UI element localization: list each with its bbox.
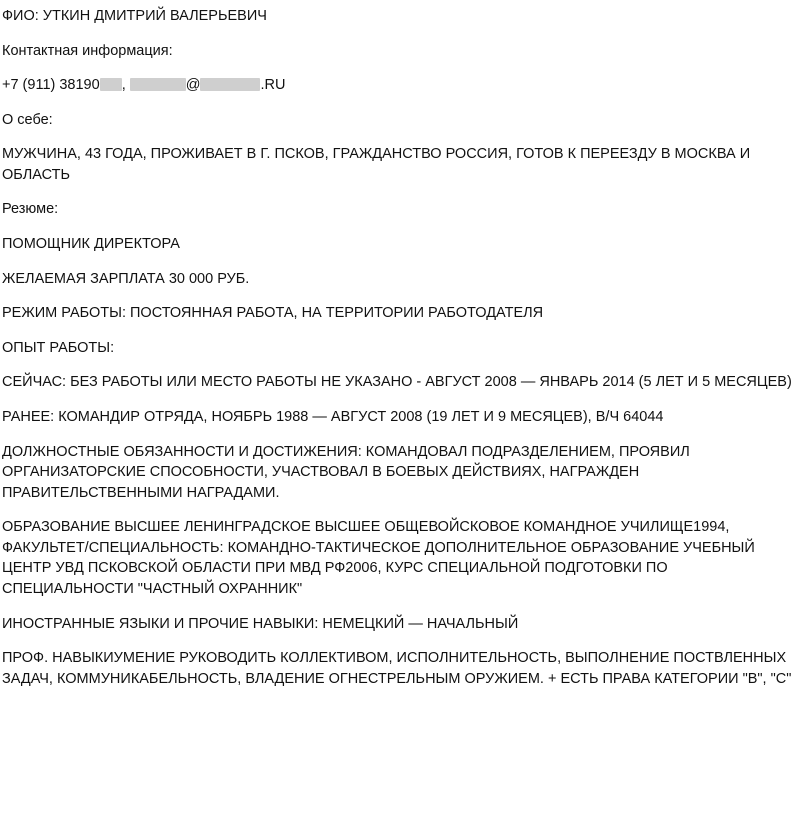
redacted-email-domain — [200, 78, 260, 91]
redacted-phone-suffix — [100, 78, 122, 91]
redacted-email-user — [130, 78, 186, 91]
experience-heading: ОПЫТ РАБОТЫ: — [2, 339, 115, 356]
languages-and-skills: ИНОСТРАННЫЕ ЯЗЫКИ И ПРОЧИЕ НАВЫКИ: НЕМЕЦКИЙ — НАЧАЛЬНЫЙ — [2, 615, 519, 632]
contact-heading: Контактная информация: — [2, 42, 173, 59]
education: ОБРАЗОВАНИЕ ВЫСШЕЕ ЛЕНИНГРАДСКОЕ ВЫСШЕЕ ОБЩЕВОЙСКОВОЕ КОМАНДНОЕ УЧИЛИЩЕ1994, ФАКУЛЬТЕТ/СПЕЦИАЛЬНОСТЬ: КОМАНДНО-ТАКТИЧЕСКОЕ ДОПОЛНИТЕЛЬНОЕ ОБРАЗОВАНИЕ УЧЕБНЫЙ ЦЕНТР УВД ПСКОВСКОЙ ОБЛАСТИ ПРИ МВД РФ2006, КУРС СПЕЦИАЛЬНОЙ ПОДГОТОВКИ ПО СПЕЦИАЛЬНОСТИ "ЧАСТНЫЙ ОХРАННИК" — [2, 519, 755, 597]
experience-previous: РАНЕЕ: КОМАНДИР ОТРЯДА, НОЯБРЬ 1988 — АВГУСТ 2008 (19 ЛЕТ И 9 МЕСЯЦЕВ), В/Ч 64044 — [2, 408, 664, 425]
contact-details — [2, 75, 797, 96]
about-heading: О себе: — [2, 111, 53, 128]
experience-current: СЕЙЧАС: БЕЗ РАБОТЫ ИЛИ МЕСТО РАБОТЫ НЕ УКАЗАНО - АВГУСТ 2008 — ЯНВАРЬ 2014 (5 ЛЕТ И 5 МЕСЯЦЕВ) — [2, 374, 792, 391]
work-mode: РЕЖИМ РАБОТЫ: ПОСТОЯННАЯ РАБОТА, НА ТЕРРИТОРИИ РАБОТОДАТЕЛЯ — [2, 305, 544, 322]
resume-heading: Резюме: — [2, 201, 59, 218]
position-title: ПОМОЩНИК ДИРЕКТОРА — [2, 236, 180, 253]
desired-salary: ЖЕЛАЕМАЯ ЗАРПЛАТА 30 000 РУБ. — [2, 270, 250, 287]
email-tld: .RU — [260, 77, 286, 94]
professional-skills: ПРОФ. НАВЫКИУМЕНИЕ РУКОВОДИТЬ КОЛЛЕКТИВОМ, ИСПОЛНИТЕЛЬНОСТЬ, ВЫПОЛНЕНИЕ ПОСТВЛЕННЫХ ЗАДАЧ, КОММУНИКАБЕЛЬНОСТЬ, ВЛАДЕНИЕ ОГНЕСТРЕЛЬНЫМ ОРУЖИЕМ. + ЕСТЬ ПРАВА КАТЕГОРИИ "B", "C" — [2, 650, 792, 687]
contact-separator: , — [121, 77, 130, 94]
full-name-line: ФИО: УТКИН ДМИТРИЙ ВАЛЕРЬЕВИЧ — [2, 8, 267, 24]
about-text: МУЖЧИНА, 43 ГОДА, ПРОЖИВАЕТ В Г. ПСКОВ, ГРАЖДАНСТВО РОССИЯ, ГОТОВ К ПЕРЕЕЗДУ В МОСКВА И ОБЛАСТЬ — [2, 146, 751, 183]
duties-and-achievements: ДОЛЖНОСТНЫЕ ОБЯЗАННОСТИ И ДОСТИЖЕНИЯ: КОМАНДОВАЛ ПОДРАЗДЕЛЕНИЕМ, ПРОЯВИЛ ОРГАНИЗАТОРСКИЕ СПОСОБНОСТИ, УЧАСТВОВАЛ В БОЕВЫХ ДЕЙСТВИЯХ, НАГРАЖДЕН ПРАВИТЕЛЬСТВЕННЫМИ НАГРАДАМИ. — [2, 443, 690, 501]
phone-number: +7 (911) 38190 — [2, 77, 100, 94]
email-at-symbol: @ — [185, 77, 201, 94]
